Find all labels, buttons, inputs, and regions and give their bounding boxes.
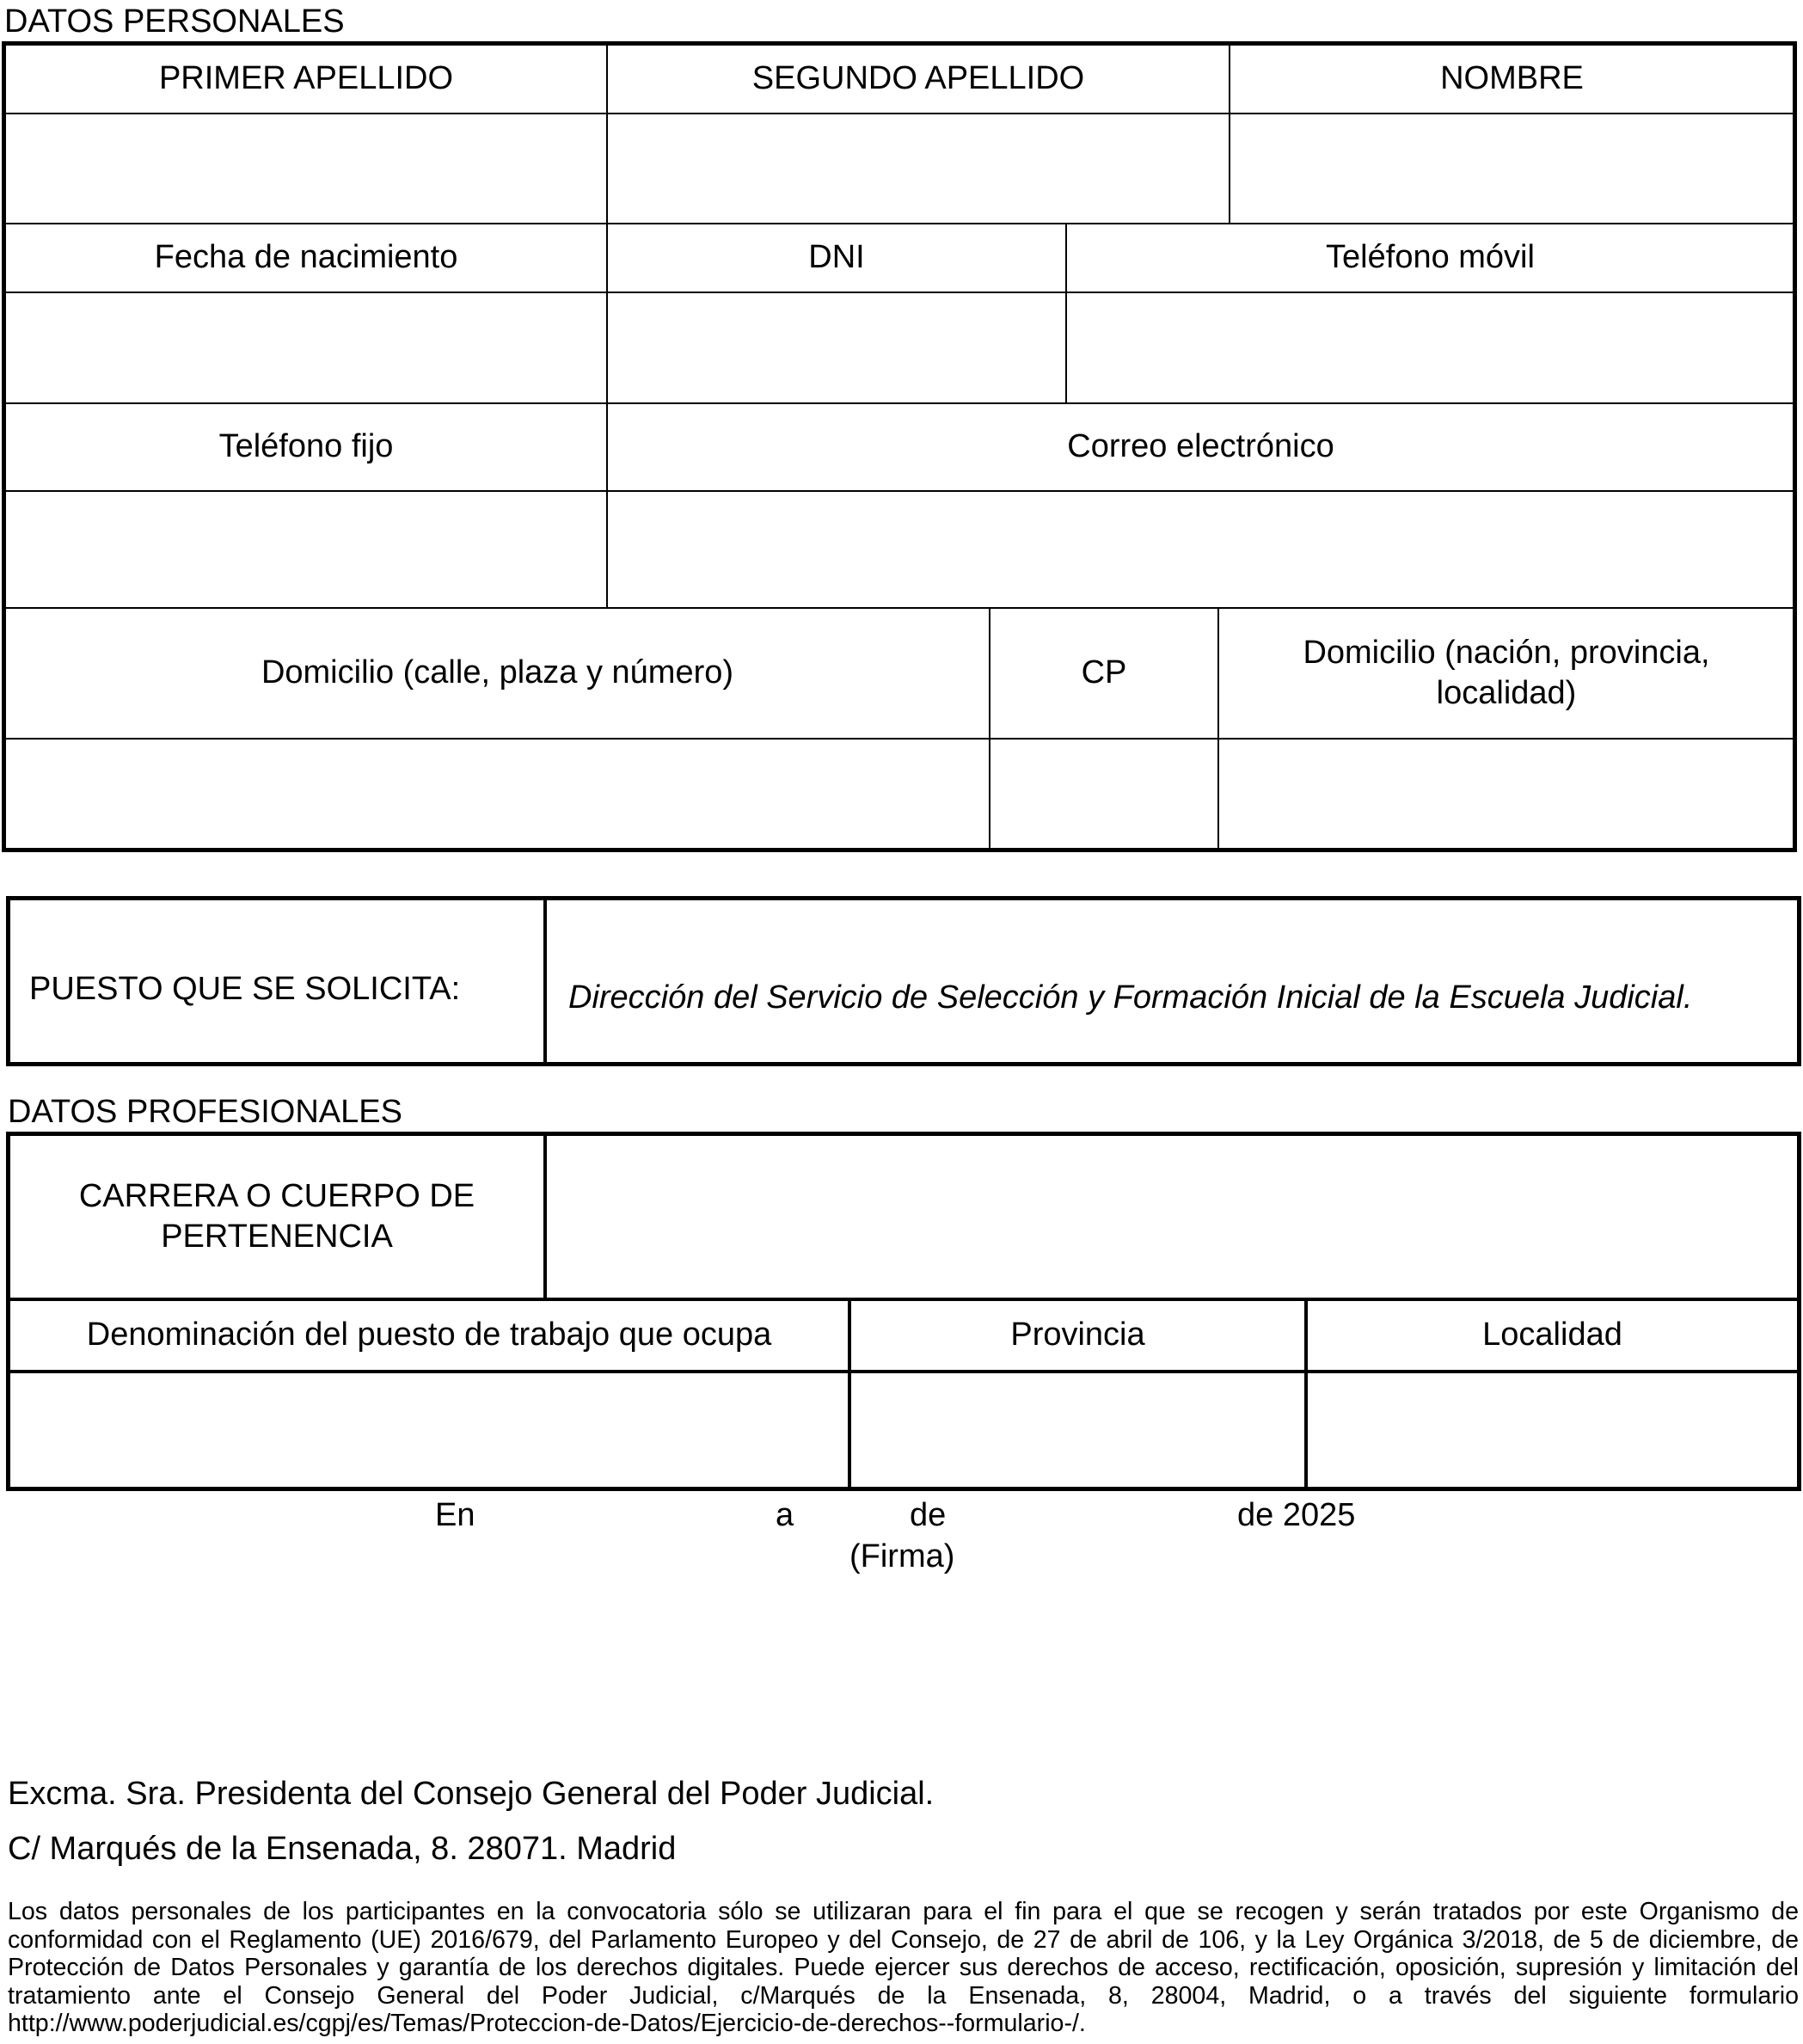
denominacion-input[interactable] [10,1373,848,1487]
domicilio-nacion-input[interactable] [1219,740,1794,848]
nombre-field[interactable] [1230,114,1794,223]
domicilio-nacion-field[interactable] [1219,740,1794,848]
rule [543,899,547,1065]
fecha-nacimiento-field[interactable] [6,293,606,402]
header-localidad: Localidad [1482,1317,1622,1353]
header-provincia: Provincia [1010,1317,1145,1353]
section-title-personal: DATOS PERSONALES [4,3,345,40]
localidad-input[interactable] [1308,1373,1797,1487]
correo-field[interactable] [608,492,1794,607]
header-correo-electronico: Correo electrónico [1067,428,1334,465]
header-carrera-line2: PERTENENCIA [161,1218,393,1255]
header-segundo-apellido: SEGUNDO APELLIDO [751,60,1085,97]
header-primer-apellido: PRIMER APELLIDO [158,60,454,97]
header-telefono-fijo: Teléfono fijo [218,428,394,465]
header-domicilio-calle: Domicilio (calle, plaza y número) [261,654,734,691]
domicilio-calle-field[interactable] [6,740,989,848]
date-year: de 2025 [1237,1497,1356,1533]
nombre-input[interactable] [1230,114,1794,223]
primer-apellido-field[interactable] [6,114,606,223]
denominacion-field[interactable] [10,1373,848,1487]
addressee-line1: Excma. Sra. Presidenta del Consejo General del Poder Judicial. [8,1776,935,1812]
header-denominacion: Denominación del puesto de trabajo que ocupa [86,1317,772,1353]
header-domicilio-nacion-line2: localidad) [1436,675,1577,711]
header-carrera [10,1136,543,1298]
firma-label: (Firma) [849,1538,955,1574]
telefono-movil-field[interactable] [1067,293,1794,402]
data-protection-notice: Los datos personales de los participantes en la convocatoria sólo se utilizaran para el fin para el que se recogen y serán tratados por este Organismo de conformidad con el Reglamento (UE) 2016/679, del Parlamento Europeo y del Consejo, de 27 de abril de 106, y la Ley Orgánica 3/2018, de 5 de diciembre, de Protección de Datos Personales y garantía de los derechos digitales. Puede ejercer sus derechos de acceso, rectificación, oposición, supresión y limitación del tratamiento ante el Consejo General del Poder Judicial, c/Marqués de la Ensenada, 8, 28004, Madrid, o a través del siguiente formulario http://www.poderjudicial.es/cgpj/es/Temas/Proteccion-de-Datos/Ejercicio-de-derechos--formulario-/. [8,1898,1799,2037]
cp-input[interactable] [990,740,1217,848]
date-de: de [910,1497,947,1533]
date-en: En [435,1497,475,1533]
header-dni: DNI [808,239,865,276]
header-carrera-line1: CARRERA O CUERPO DE [78,1177,475,1214]
carrera-input[interactable] [547,1136,1797,1298]
localidad-field[interactable] [1308,1373,1797,1487]
segundo-apellido-input[interactable] [608,114,1229,223]
puesto-value: Dirección del Servicio de Selección y Formación Inicial de la Escuela Judicial. [568,979,1693,1016]
telefono-movil-input[interactable] [1067,293,1794,402]
header-domicilio-nacion-line1: Domicilio (nación, provincia, [1303,634,1710,671]
fecha-nacimiento-input[interactable] [6,293,606,402]
header-cp: CP [1081,654,1127,691]
telefono-fijo-input[interactable] [6,492,606,607]
telefono-fijo-field[interactable] [6,492,606,607]
cp-field[interactable] [990,740,1217,848]
provincia-field[interactable] [851,1373,1304,1487]
header-telefono-movil: Teléfono móvil [1326,239,1535,276]
section-title-professional: DATOS PROFESIONALES [8,1094,402,1130]
carrera-field[interactable] [547,1136,1797,1298]
addressee-line2: C/ Marqués de la Ensenada, 8. 28071. Madrid [8,1831,677,1867]
correo-input[interactable] [608,492,1794,607]
header-nombre: NOMBRE [1440,60,1584,97]
puesto-label: PUESTO QUE SE SOLICITA: [29,971,461,1007]
header-fecha-nacimiento: Fecha de nacimiento [154,239,458,276]
dni-input[interactable] [608,293,1065,402]
header-domicilio-nacion [1219,609,1794,738]
primer-apellido-input[interactable] [6,114,606,223]
date-a: a [776,1497,794,1533]
domicilio-calle-input[interactable] [6,740,989,848]
segundo-apellido-field[interactable] [608,114,1229,223]
dni-field[interactable] [608,293,1065,402]
provincia-input[interactable] [851,1373,1304,1487]
